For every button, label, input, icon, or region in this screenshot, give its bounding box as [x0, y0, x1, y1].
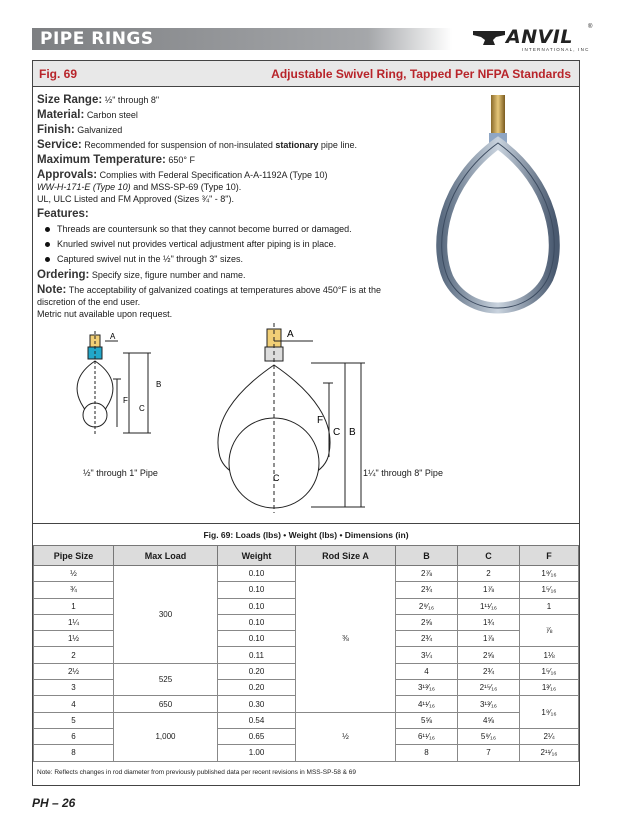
table-row: 6 0.65 6¹¹⁄₁₆ 5⁹⁄₁₆ 2¼ [34, 728, 579, 744]
logo-subtitle: INTERNATIONAL, INC [522, 47, 590, 52]
approvals: Approvals: Complies with Federal Specification A-A-1192A (Type 10) [37, 169, 328, 181]
table-row: 3 0.20 3¹³⁄₁₆ 2¹⁵⁄₁₆ 1³⁄₁₆ [34, 680, 579, 696]
table-row: 5 1,000 0.54 ½ 5⅝ 4⅝ [34, 712, 579, 728]
col-weight: Weight [218, 546, 296, 566]
dimensions-table [33, 545, 579, 762]
list-item: Threads are countersunk so that they cannot become burred or damaged. [43, 222, 377, 237]
list-item: Captured swivel nut in the ½" through 3" sizes. [43, 252, 377, 267]
col-max-load: Max Load [114, 546, 218, 566]
table-note: Note: Reflects changes in rod diameter from previously published data per recent revisions in MSS-SP-58 & 69 [37, 769, 357, 776]
dim-f-large: F [317, 415, 324, 426]
features-heading: Features: [37, 208, 89, 220]
table-row: ¾ 0.10 2¾ 1⅞ 1⁵⁄₁₆ [34, 582, 579, 598]
max-temperature: Maximum Temperature: 650° F [37, 154, 196, 166]
dim-a-small: A [110, 332, 116, 341]
col-rod-size: Rod Size A [296, 546, 396, 566]
table-row: 1¼ 0.10 2⅝ 1¾ ⅞ [34, 614, 579, 630]
figure-title: Adjustable Swivel Ring, Tapped Per NFPA Standards [271, 67, 571, 81]
col-c: C [458, 546, 520, 566]
page-number: PH – 26 [32, 796, 76, 810]
large-ring-caption: 1¼" through 8" Pipe [363, 468, 443, 478]
table-row: ½ 300 0.10 ⅜ 2⅞ 2 1⁹⁄₁₆ [34, 566, 579, 582]
anvil-icon [472, 28, 506, 48]
anvil-logo [470, 24, 600, 54]
figure-number: Fig. 69 [39, 67, 78, 81]
dim-c-large: C [333, 427, 341, 438]
list-item: Knurled swivel nut provides vertical adjustment after piping is in place. [43, 237, 377, 252]
dim-b-large: B [349, 427, 356, 438]
table-row: 8 1.00 8 7 2¹¹⁄₁₆ [34, 745, 579, 761]
spec-sheet [32, 60, 580, 786]
dim-b-small: B [156, 380, 162, 389]
pipe-ring-photo [423, 93, 573, 323]
small-ring-caption: ½" through 1" Pipe [83, 468, 158, 478]
size-range: Size Range: ½" through 8" [37, 94, 160, 106]
metric-note: Metric nut available upon request. [37, 309, 173, 319]
col-pipe-size: Pipe Size [34, 546, 114, 566]
centerline-mark: C [273, 473, 280, 483]
finish: Finish: Galvanized [37, 124, 123, 136]
note-line-2: discretion of the end user. [37, 297, 141, 307]
table-row: 1½ 0.10 2¾ 1⅞ [34, 631, 579, 647]
service: Service: Recommended for suspension of non-insulated stationary pipe line. [37, 139, 357, 151]
approvals-line-3: UL, ULC Listed and FM Approved (Sizes ¾" - 8"). [37, 194, 234, 204]
table-row: 2½ 525 0.20 4 2¾ 1⁵⁄₁₆ [34, 663, 579, 679]
ordering: Ordering: Specify size, figure number and name. [37, 269, 246, 281]
table-row: 1 0.10 2⁹⁄₁₆ 1¹¹⁄₁₆ 1 [34, 598, 579, 614]
material: Material: Carbon steel [37, 109, 138, 121]
table-row: 2 0.11 3¼ 2⅝ 1⅛ [34, 647, 579, 663]
dim-a-large: A [287, 329, 294, 340]
dim-c-small: C [139, 404, 145, 413]
dimension-drawing [33, 323, 579, 523]
page-header [0, 24, 638, 54]
dim-f-small: F [123, 396, 128, 405]
col-f: F [520, 546, 579, 566]
table-title: Fig. 69: Loads (lbs) • Weight (lbs) • Dimensions (in) [33, 523, 579, 545]
logo-word: ANVIL [506, 26, 573, 48]
table-header-row [34, 546, 579, 566]
specifications [37, 91, 382, 320]
col-b: B [396, 546, 458, 566]
note: Note: The acceptability of galvanized coatings at temperatures above 450°F is at the [37, 284, 382, 296]
table-row: 4 650 0.30 4¹¹⁄₁₆ 3¹³⁄₁₆ 1⁹⁄₁₆ [34, 696, 579, 712]
approvals-line-2: WW-H-171-E (Type 10) and MSS-SP-69 (Type 10). [37, 182, 242, 192]
figure-header [33, 61, 579, 87]
section-title: PIPE RINGS [40, 29, 154, 49]
features-list [43, 222, 377, 267]
logo-registered-mark: ® [588, 24, 593, 30]
